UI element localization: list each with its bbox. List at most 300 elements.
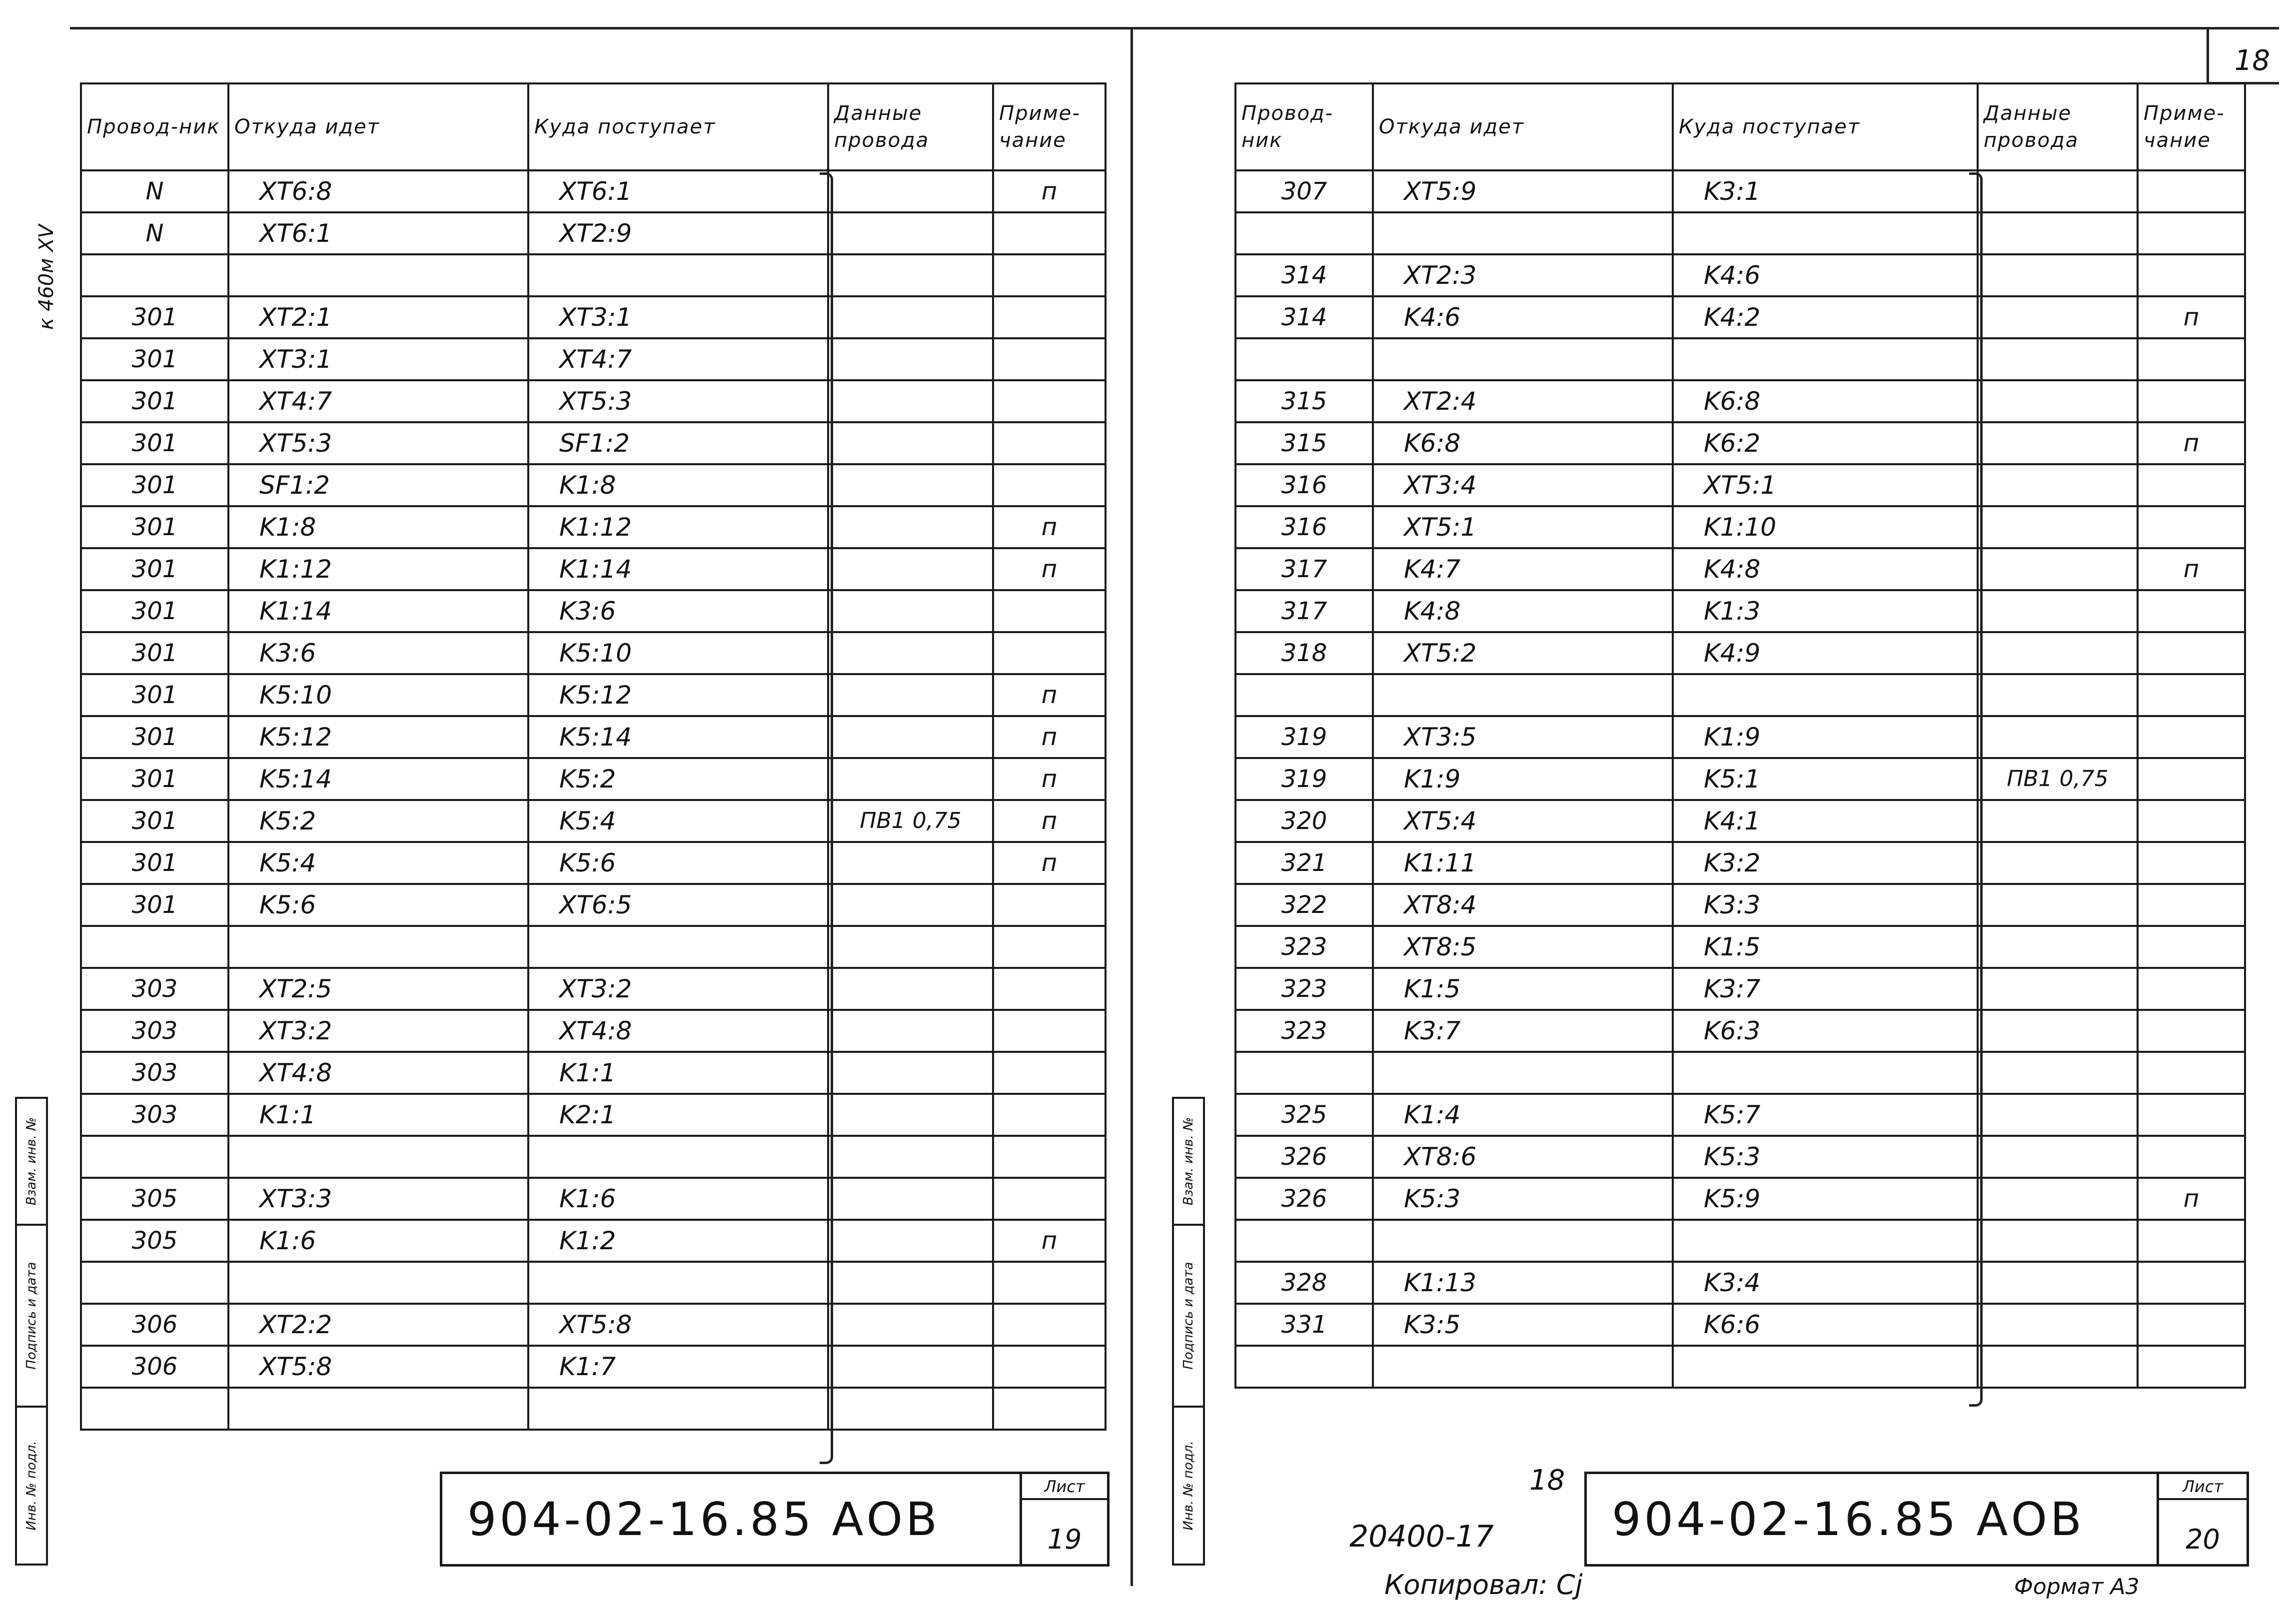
note-cell: [2138, 884, 2245, 926]
wire-cell: 323: [1235, 968, 1373, 1010]
wire-cell: 319: [1235, 758, 1373, 800]
to-cell: [528, 1388, 828, 1430]
note-cell: [993, 380, 1106, 422]
data-cell: [1978, 296, 2138, 338]
data-cell: [1978, 968, 2138, 1010]
note-cell: [993, 1094, 1106, 1136]
from-cell: [228, 926, 528, 968]
table-row: [1235, 296, 2245, 338]
left-sheet-number: 19: [1047, 1524, 1082, 1555]
from-cell: K1:8: [228, 506, 528, 548]
table-row: [1235, 422, 2245, 464]
wire-cell: 301: [81, 464, 228, 506]
note-cell: п: [993, 674, 1106, 716]
right-strip-cell: [1174, 1408, 1203, 1564]
table-row: [81, 1388, 1106, 1430]
data-cell: [828, 842, 993, 884]
to-cell: XT6:5: [528, 884, 828, 926]
wire-cell: 331: [1235, 1304, 1373, 1346]
note-cell: п: [993, 506, 1106, 548]
data-cell: [1978, 1262, 2138, 1304]
from-cell: XT5:9: [1373, 170, 1673, 212]
table-row: [81, 632, 1106, 674]
table-row: [1235, 380, 2245, 422]
table-row: [81, 464, 1106, 506]
from-cell: XT2:5: [228, 968, 528, 1010]
from-cell: K1:4: [1373, 1094, 1673, 1136]
note-cell: [2138, 800, 2245, 842]
table-row: [1235, 842, 2245, 884]
table-row: [81, 800, 1106, 842]
to-cell: K1:5: [1673, 926, 1978, 968]
note-cell: [2138, 338, 2245, 380]
data-cell: [828, 674, 993, 716]
data-cell: [828, 464, 993, 506]
table-row: [81, 968, 1106, 1010]
wire-cell: 303: [81, 1094, 228, 1136]
wire-cell: 301: [81, 758, 228, 800]
to-cell: K4:6: [1673, 254, 1978, 296]
note-cell: [2138, 212, 2245, 254]
from-cell: SF1:2: [228, 464, 528, 506]
wire-cell: [1235, 1220, 1373, 1262]
to-cell: [1673, 1346, 1978, 1388]
to-cell: XT3:2: [528, 968, 828, 1010]
wire-cell: 314: [1235, 296, 1373, 338]
to-cell: XT4:7: [528, 338, 828, 380]
to-cell: K3:7: [1673, 968, 1978, 1010]
to-cell: K1:12: [528, 506, 828, 548]
data-cell: [1978, 1094, 2138, 1136]
from-cell: XT6:8: [228, 170, 528, 212]
wire-cell: 301: [81, 590, 228, 632]
from-cell: K5:12: [228, 716, 528, 758]
col-wire-header: Провод-ник: [81, 83, 228, 170]
wire-cell: 307: [1235, 170, 1373, 212]
note-cell: [2138, 254, 2245, 296]
wire-cell: N: [81, 212, 228, 254]
from-cell: XT3:3: [228, 1178, 528, 1220]
data-cell: [828, 338, 993, 380]
to-cell: XT2:9: [528, 212, 828, 254]
table-row: [81, 548, 1106, 590]
col-from-header: Откуда идет: [1373, 83, 1673, 170]
note-cell: [2138, 716, 2245, 758]
to-cell: [1673, 1220, 1978, 1262]
table-row: [1235, 464, 2245, 506]
from-cell: K1:1: [228, 1094, 528, 1136]
to-cell: [1673, 338, 1978, 380]
wire-cell: 301: [81, 506, 228, 548]
to-cell: [1673, 674, 1978, 716]
data-cell: [1978, 674, 2138, 716]
wire-cell: 301: [81, 632, 228, 674]
wire-cell: 303: [81, 1052, 228, 1094]
data-cell: [828, 1388, 993, 1430]
to-cell: K1:10: [1673, 506, 1978, 548]
wire-cell: 301: [81, 842, 228, 884]
wire-cell: 301: [81, 380, 228, 422]
from-cell: [1373, 1052, 1673, 1094]
to-cell: K5:6: [528, 842, 828, 884]
table-row: [81, 674, 1106, 716]
from-cell: [228, 1136, 528, 1178]
from-cell: K5:6: [228, 884, 528, 926]
wire-cell: 315: [1235, 422, 1373, 464]
to-cell: XT6:1: [528, 170, 828, 212]
to-cell: K4:8: [1673, 548, 1978, 590]
data-cell: ПВ1 0,75: [828, 800, 993, 842]
table-row: [1235, 926, 2245, 968]
table-row: [81, 1010, 1106, 1052]
table-row: [81, 1094, 1106, 1136]
to-cell: XT5:3: [528, 380, 828, 422]
table-row: [81, 884, 1106, 926]
wire-cell: [81, 1388, 228, 1430]
note-cell: п: [993, 170, 1106, 212]
data-cell: [828, 590, 993, 632]
from-cell: XT5:1: [1373, 506, 1673, 548]
from-cell: XT5:4: [1373, 800, 1673, 842]
to-cell: [1673, 212, 1978, 254]
from-cell: K5:14: [228, 758, 528, 800]
note-cell: [993, 968, 1106, 1010]
table-row: [81, 506, 1106, 548]
left-sheet-label: Лист: [1022, 1477, 1107, 1500]
wire-cell: 301: [81, 338, 228, 380]
left-wire-table: [80, 82, 1107, 1431]
to-cell: SF1:2: [528, 422, 828, 464]
data-cell: [1978, 506, 2138, 548]
data-cell: [1978, 632, 2138, 674]
to-cell: [528, 1262, 828, 1304]
table-row: [1235, 212, 2245, 254]
note-cell: [993, 1304, 1106, 1346]
table-row: [81, 1262, 1106, 1304]
left-strip-label: Взам. инв. №: [24, 1117, 39, 1206]
from-cell: [228, 1262, 528, 1304]
from-cell: XT2:2: [228, 1304, 528, 1346]
table-row: [81, 338, 1106, 380]
to-cell: K6:2: [1673, 422, 1978, 464]
wire-cell: 303: [81, 968, 228, 1010]
note-cell: [2138, 506, 2245, 548]
table-row: [1235, 1262, 2245, 1304]
wire-cell: 315: [1235, 380, 1373, 422]
to-cell: K4:1: [1673, 800, 1978, 842]
from-cell: [228, 1388, 528, 1430]
copied-by: Копировал: Cj: [1384, 1569, 1583, 1601]
left-strip-label: Инв. № подл.: [24, 1441, 39, 1531]
from-cell: K4:8: [1373, 590, 1673, 632]
to-cell: K3:4: [1673, 1262, 1978, 1304]
from-cell: K5:3: [1373, 1178, 1673, 1220]
wire-cell: 305: [81, 1178, 228, 1220]
note-cell: п: [993, 800, 1106, 842]
from-cell: K4:6: [1373, 296, 1673, 338]
wire-cell: 318: [1235, 632, 1373, 674]
left-doc-code: 904-02-16.85 АОВ: [467, 1492, 941, 1546]
data-cell: [1978, 716, 2138, 758]
col-to-header: Куда поступает: [528, 83, 828, 170]
left-header-row: [81, 83, 1106, 170]
wire-cell: 306: [81, 1304, 228, 1346]
data-cell: [1978, 1178, 2138, 1220]
to-cell: K1:7: [528, 1346, 828, 1388]
right-strip-cell: [1174, 1099, 1203, 1226]
to-cell: [528, 254, 828, 296]
note-cell: п: [993, 548, 1106, 590]
right-table-body: [1235, 170, 2245, 1388]
table-row: [81, 1304, 1106, 1346]
wire-cell: 301: [81, 422, 228, 464]
note-cell: [2138, 464, 2245, 506]
table-row: [81, 170, 1106, 212]
page-number: 18: [2234, 44, 2270, 77]
data-cell: [1978, 338, 2138, 380]
data-cell: [828, 506, 993, 548]
sheet-divider-line: [1131, 27, 1133, 1586]
wire-cell: [1235, 338, 1373, 380]
note-cell: п: [993, 1220, 1106, 1262]
note-cell: [993, 1052, 1106, 1094]
to-cell: K5:4: [528, 800, 828, 842]
table-row: [81, 1052, 1106, 1094]
note-cell: [993, 590, 1106, 632]
from-cell: [1373, 1346, 1673, 1388]
right-sheet-box: [2157, 1474, 2247, 1564]
format-label: Формат А3: [2014, 1574, 2140, 1600]
data-cell: [1978, 842, 2138, 884]
to-cell: K4:9: [1673, 632, 1978, 674]
table-row: [81, 926, 1106, 968]
data-cell: [828, 254, 993, 296]
table-row: [81, 590, 1106, 632]
note-cell: [2138, 674, 2245, 716]
col-wire-header: Провод-ник: [1235, 83, 1373, 170]
col-data-header: Данные провода: [828, 83, 993, 170]
note-cell: [993, 254, 1106, 296]
table-row: [1235, 758, 2245, 800]
wire-cell: [1235, 674, 1373, 716]
to-cell: K1:14: [528, 548, 828, 590]
from-cell: K1:9: [1373, 758, 1673, 800]
col-from-header: Откуда идет: [228, 83, 528, 170]
note-cell: [993, 632, 1106, 674]
note-cell: [2138, 1094, 2245, 1136]
data-cell: [828, 968, 993, 1010]
note-cell: [2138, 1010, 2245, 1052]
from-cell: XT8:4: [1373, 884, 1673, 926]
left-strip-cell: [17, 1408, 46, 1564]
col-data-header: Данные провода: [1978, 83, 2138, 170]
left-title-stamp: [440, 1472, 1110, 1567]
wire-cell: 325: [1235, 1094, 1373, 1136]
to-cell: K3:2: [1673, 842, 1978, 884]
wire-cell: 320: [1235, 800, 1373, 842]
wire-cell: N: [81, 170, 228, 212]
data-cell: [1978, 1304, 2138, 1346]
table-row: [1235, 1010, 2245, 1052]
from-cell: XT2:3: [1373, 254, 1673, 296]
to-cell: K5:12: [528, 674, 828, 716]
data-cell: [828, 422, 993, 464]
right-doc-code: 904-02-16.85 АОВ: [1612, 1492, 2085, 1546]
from-cell: XT5:3: [228, 422, 528, 464]
left-sheet-box: [1020, 1474, 1107, 1564]
right-header-row: [1235, 83, 2245, 170]
from-cell: K1:6: [228, 1220, 528, 1262]
data-cell: [828, 1052, 993, 1094]
note-cell: [993, 1010, 1106, 1052]
data-cell: [828, 1304, 993, 1346]
to-cell: K1:9: [1673, 716, 1978, 758]
from-cell: K1:13: [1373, 1262, 1673, 1304]
right-side-strip: [1172, 1097, 1205, 1566]
note-cell: [2138, 632, 2245, 674]
table-row: [1235, 1346, 2245, 1388]
data-cell: [1978, 590, 2138, 632]
side-note: к 460м XV: [35, 224, 58, 330]
data-cell: [828, 632, 993, 674]
to-cell: K1:2: [528, 1220, 828, 1262]
from-cell: [1373, 1220, 1673, 1262]
left-data-brace: [820, 172, 833, 1464]
table-row: [81, 254, 1106, 296]
wire-cell: 301: [81, 884, 228, 926]
table-row: [1235, 1304, 2245, 1346]
table-row: [81, 716, 1106, 758]
wire-cell: [81, 1262, 228, 1304]
data-cell: [828, 1220, 993, 1262]
from-cell: XT8:6: [1373, 1136, 1673, 1178]
data-cell: [828, 926, 993, 968]
to-cell: K5:2: [528, 758, 828, 800]
to-cell: XT5:8: [528, 1304, 828, 1346]
table-row: [1235, 1178, 2245, 1220]
wire-cell: 316: [1235, 464, 1373, 506]
data-cell: [828, 548, 993, 590]
data-cell: [828, 758, 993, 800]
note-cell: [993, 296, 1106, 338]
table-row: [81, 842, 1106, 884]
wire-cell: 317: [1235, 590, 1373, 632]
note-cell: [2138, 590, 2245, 632]
table-row: [81, 758, 1106, 800]
from-cell: XT8:5: [1373, 926, 1673, 968]
wire-cell: 323: [1235, 926, 1373, 968]
table-row: [1235, 884, 2245, 926]
table-row: [81, 380, 1106, 422]
table-row: [81, 422, 1106, 464]
wire-cell: 317: [1235, 548, 1373, 590]
left-table-body: [81, 170, 1106, 1430]
data-cell: [1978, 170, 2138, 212]
note-cell: [993, 1346, 1106, 1388]
wire-cell: 301: [81, 800, 228, 842]
wire-cell: 305: [81, 1220, 228, 1262]
wire-cell: 306: [81, 1346, 228, 1388]
wire-cell: 301: [81, 548, 228, 590]
col-note-header: Приме-чание: [2138, 83, 2245, 170]
note-cell: [2138, 1220, 2245, 1262]
right-stamp-note-top: 18: [1529, 1464, 1565, 1497]
table-row: [1235, 338, 2245, 380]
table-row: [1235, 968, 2245, 1010]
wire-cell: 303: [81, 1010, 228, 1052]
wire-cell: [81, 1136, 228, 1178]
to-cell: K6:8: [1673, 380, 1978, 422]
data-cell: [1978, 254, 2138, 296]
note-cell: [2138, 380, 2245, 422]
note-cell: п: [993, 842, 1106, 884]
note-cell: [2138, 1052, 2245, 1094]
data-cell: [828, 1136, 993, 1178]
note-cell: [2138, 1262, 2245, 1304]
from-cell: XT2:4: [1373, 380, 1673, 422]
to-cell: [528, 926, 828, 968]
note-cell: п: [993, 758, 1106, 800]
data-cell: [1978, 548, 2138, 590]
to-cell: K3:3: [1673, 884, 1978, 926]
data-cell: [1978, 1220, 2138, 1262]
table-row: [1235, 506, 2245, 548]
data-cell: [1978, 1010, 2138, 1052]
to-cell: K5:7: [1673, 1094, 1978, 1136]
wire-cell: 323: [1235, 1010, 1373, 1052]
table-row: [1235, 716, 2245, 758]
from-cell: XT3:4: [1373, 464, 1673, 506]
data-cell: [1978, 1052, 2138, 1094]
note-cell: п: [2138, 296, 2245, 338]
table-row: [81, 1346, 1106, 1388]
page-number-box: [2207, 27, 2279, 84]
from-cell: K1:11: [1373, 842, 1673, 884]
note-cell: п: [993, 716, 1106, 758]
wire-cell: 326: [1235, 1136, 1373, 1178]
wire-cell: 321: [1235, 842, 1373, 884]
note-cell: [993, 884, 1106, 926]
note-cell: [2138, 758, 2245, 800]
table-row: [1235, 632, 2245, 674]
to-cell: K6:6: [1673, 1304, 1978, 1346]
note-cell: п: [2138, 548, 2245, 590]
data-cell: [828, 1010, 993, 1052]
to-cell: [1673, 1052, 1978, 1094]
right-strip-label: Взам. инв. №: [1181, 1117, 1196, 1206]
data-cell: [828, 884, 993, 926]
data-cell: [1978, 926, 2138, 968]
wire-cell: 301: [81, 716, 228, 758]
from-cell: K3:6: [228, 632, 528, 674]
to-cell: K4:2: [1673, 296, 1978, 338]
wire-cell: [81, 926, 228, 968]
data-cell: [828, 380, 993, 422]
from-cell: [228, 254, 528, 296]
from-cell: [1373, 338, 1673, 380]
right-sheet: [1234, 82, 2244, 1389]
note-cell: [993, 212, 1106, 254]
from-cell: XT5:8: [228, 1346, 528, 1388]
from-cell: XT3:1: [228, 338, 528, 380]
right-title-stamp: [1584, 1472, 2249, 1567]
from-cell: K5:4: [228, 842, 528, 884]
from-cell: K1:5: [1373, 968, 1673, 1010]
data-cell: [828, 170, 993, 212]
data-cell: [1978, 884, 2138, 926]
wire-cell: 301: [81, 296, 228, 338]
from-cell: [1373, 674, 1673, 716]
